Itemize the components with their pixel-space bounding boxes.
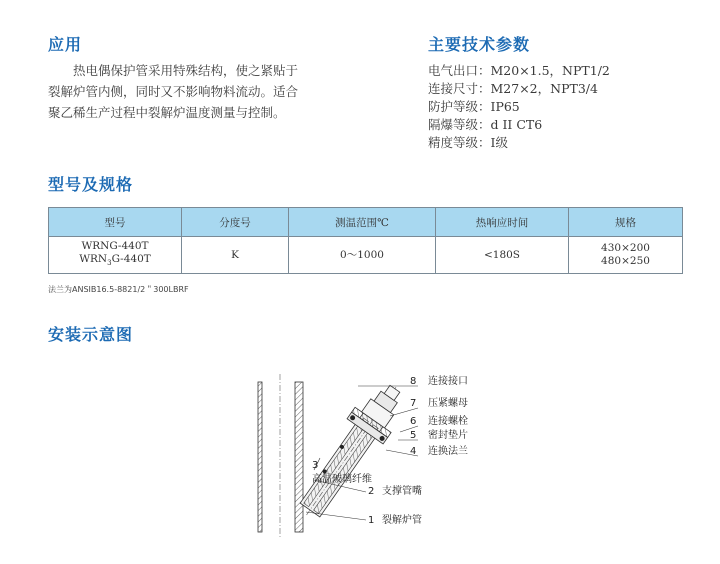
spec-item: 精度等级：I级 bbox=[428, 135, 508, 150]
install-diagram bbox=[250, 360, 480, 540]
label-num-2: 2 bbox=[368, 486, 375, 497]
application-title: 应用 bbox=[48, 35, 83, 54]
label-num-8: 8 bbox=[410, 376, 417, 387]
application-line: 裂解炉管内侧，同时又不影响物料流动。适合 bbox=[48, 84, 299, 99]
spec-item: 连接尺寸：M27×2，NPT3/4 bbox=[428, 81, 598, 96]
column-header: 规格 bbox=[569, 208, 683, 237]
cell-model bbox=[49, 237, 182, 274]
size-1: 430×200 bbox=[601, 242, 650, 254]
specs-list bbox=[428, 62, 610, 152]
model-1: WRNG-440T bbox=[81, 239, 149, 252]
furnace-tube bbox=[258, 374, 303, 538]
label-num-6: 6 bbox=[410, 416, 417, 427]
label-text-1: 裂解炉管 bbox=[382, 515, 422, 526]
models-title: 型号及规格 bbox=[48, 175, 134, 194]
install-title: 安装示意图 bbox=[48, 325, 134, 344]
label-num-5: 5 bbox=[410, 430, 417, 441]
column-header: 测温范围℃ bbox=[289, 208, 436, 237]
label-text-5: 密封垫片 bbox=[428, 430, 468, 441]
application-line: 聚乙稀生产过程中裂解炉温度测量与控制。 bbox=[48, 105, 286, 120]
column-header: 分度号 bbox=[182, 208, 289, 237]
label-text-3: 高温玻璃纤维 bbox=[312, 474, 372, 485]
spec-item: 防护等级：IP65 bbox=[428, 99, 520, 114]
label-num-1: 1 bbox=[368, 515, 375, 526]
label-text-6: 连接螺栓 bbox=[428, 416, 468, 427]
cell-response: <180S bbox=[436, 237, 569, 274]
label-text-2: 支撑管嘴 bbox=[382, 486, 422, 497]
model-2-sub: 3 bbox=[107, 259, 112, 268]
label-num-7: 7 bbox=[410, 398, 417, 409]
label-num-4: 4 bbox=[410, 446, 417, 457]
spec-item: 隔爆等级：d II CT6 bbox=[428, 117, 543, 132]
spec-item: 电气出口：M20×1.5，NPT1/2 bbox=[428, 63, 610, 78]
table-row bbox=[49, 237, 683, 274]
cell-size bbox=[569, 237, 683, 274]
model-2-suffix: G-440T bbox=[111, 252, 151, 265]
flange-note: 法兰为ANSIB16.5-8821/2＂300LBRF bbox=[48, 285, 189, 294]
label-text-8: 连接接口 bbox=[428, 376, 468, 387]
application-text bbox=[48, 60, 378, 123]
label-text-7: 压紧螺母 bbox=[428, 398, 468, 409]
size-2: 480×250 bbox=[601, 255, 650, 267]
model-2-prefix: WRN bbox=[79, 252, 108, 265]
spec-table bbox=[48, 207, 683, 274]
label-num-3: 3 bbox=[312, 460, 319, 471]
table-header-row bbox=[49, 208, 683, 237]
model-2 bbox=[50, 253, 180, 270]
thermowell-assembly bbox=[289, 375, 415, 528]
cell-range: 0～1000 bbox=[289, 237, 436, 274]
specs-title: 主要技术参数 bbox=[428, 35, 531, 54]
cell-grade: K bbox=[182, 237, 289, 274]
column-header: 热响应时间 bbox=[436, 208, 569, 237]
column-header: 型号 bbox=[49, 208, 182, 237]
label-text-4: 连换法兰 bbox=[428, 446, 468, 457]
application-line: 热电偶保护管采用特殊结构，使之紧贴于 bbox=[73, 63, 299, 78]
